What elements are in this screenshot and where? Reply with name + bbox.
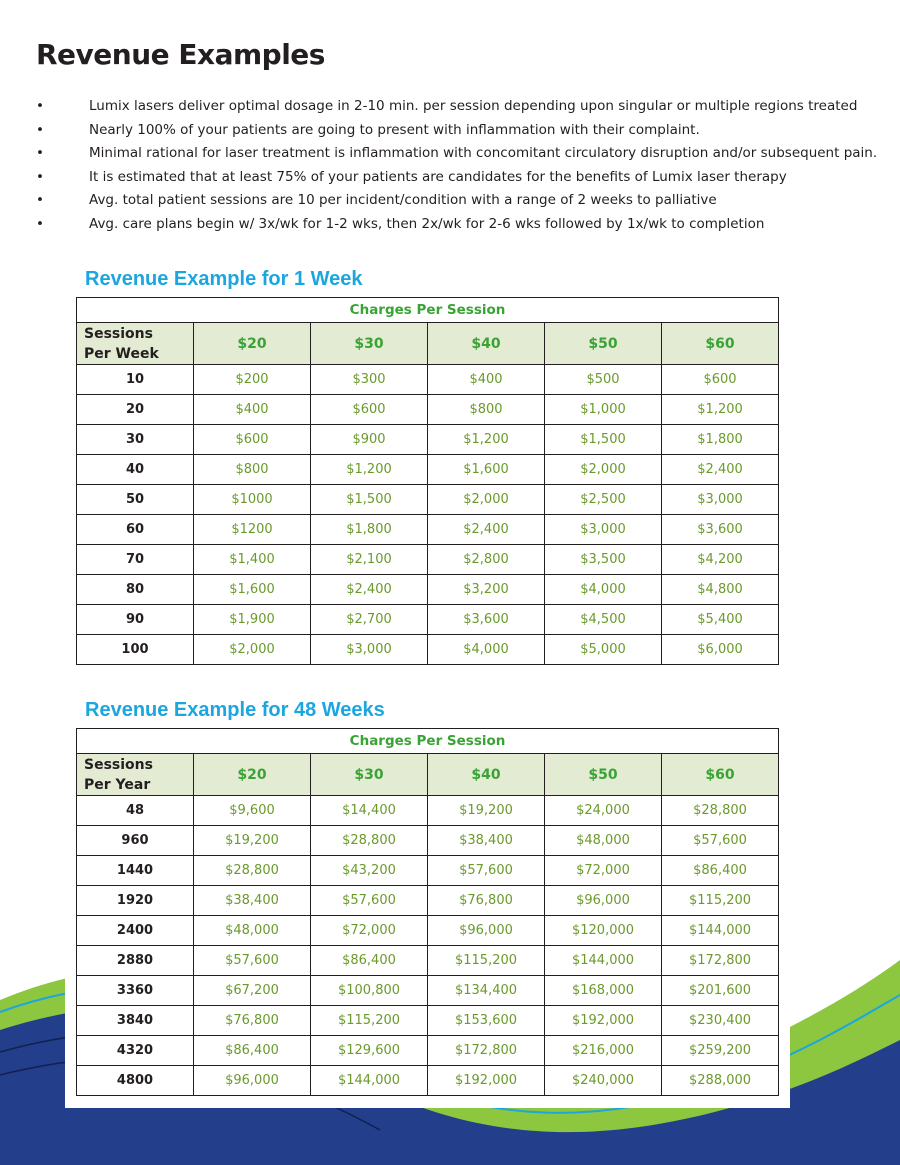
table-row bbox=[77, 1006, 779, 1036]
bullet-item: • Avg. total patient sessions are 10 per incident/condition with a range of 2 weeks to palliative bbox=[36, 189, 877, 213]
corner-line-1: Sessions bbox=[84, 325, 153, 342]
table-cell: $144,000 bbox=[311, 1066, 428, 1096]
table-cell: $57,600 bbox=[194, 946, 311, 976]
table-cell: $192,000 bbox=[545, 1006, 662, 1036]
table-cell: $192,000 bbox=[428, 1066, 545, 1096]
table-caption: Charges Per Session bbox=[77, 729, 779, 754]
table-row bbox=[77, 425, 779, 455]
table-cell: $96,000 bbox=[545, 886, 662, 916]
corner-line-2: Per Year bbox=[84, 776, 151, 793]
table-cell: $800 bbox=[194, 455, 311, 485]
table-cell: $2,000 bbox=[194, 635, 311, 665]
table-cell: $57,600 bbox=[662, 826, 779, 856]
table-cell: $72,000 bbox=[545, 856, 662, 886]
table-cell: $259,200 bbox=[662, 1036, 779, 1066]
row-label: 4320 bbox=[77, 1036, 194, 1066]
table-cell: $86,400 bbox=[662, 856, 779, 886]
column-header: $30 bbox=[311, 754, 428, 796]
table-cell: $38,400 bbox=[428, 826, 545, 856]
table-cell: $1,000 bbox=[545, 395, 662, 425]
table-cell: $28,800 bbox=[194, 856, 311, 886]
table-cell: $129,600 bbox=[311, 1036, 428, 1066]
table-cell: $3,600 bbox=[428, 605, 545, 635]
row-label: 10 bbox=[77, 365, 194, 395]
table-cell: $3,000 bbox=[662, 485, 779, 515]
row-label: 3360 bbox=[77, 976, 194, 1006]
table-cell: $1,500 bbox=[311, 485, 428, 515]
table-cell: $1,200 bbox=[428, 425, 545, 455]
table-cell: $900 bbox=[311, 425, 428, 455]
table-cell: $1000 bbox=[194, 485, 311, 515]
row-label: 1920 bbox=[77, 886, 194, 916]
table-cell: $9,600 bbox=[194, 796, 311, 826]
table-row bbox=[77, 395, 779, 425]
table-cell: $57,600 bbox=[311, 886, 428, 916]
table-cell: $19,200 bbox=[428, 796, 545, 826]
table-cell: $48,000 bbox=[194, 916, 311, 946]
row-label: 2880 bbox=[77, 946, 194, 976]
table-cell: $5,000 bbox=[545, 635, 662, 665]
table-cell: $43,200 bbox=[311, 856, 428, 886]
table-cell: $2,000 bbox=[545, 455, 662, 485]
row-label: 80 bbox=[77, 575, 194, 605]
table-cell: $400 bbox=[194, 395, 311, 425]
row-label: 1440 bbox=[77, 856, 194, 886]
row-label: 70 bbox=[77, 545, 194, 575]
table-row bbox=[77, 916, 779, 946]
table-cell: $172,800 bbox=[662, 946, 779, 976]
column-header: $50 bbox=[545, 754, 662, 796]
row-label: 960 bbox=[77, 826, 194, 856]
year-table-title: Revenue Example for 48 Weeks bbox=[85, 699, 385, 721]
table-cell: $1,800 bbox=[662, 425, 779, 455]
bullet-item: • Avg. care plans begin w/ 3x/wk for 1-2 wks, then 2x/wk for 2-6 wks followed by 1x/wk to completion bbox=[36, 213, 877, 237]
column-header: $40 bbox=[428, 754, 545, 796]
table-cell: $3,200 bbox=[428, 575, 545, 605]
table-cell: $300 bbox=[311, 365, 428, 395]
table-cell: $120,000 bbox=[545, 916, 662, 946]
table-row bbox=[77, 455, 779, 485]
table-cell: $2,700 bbox=[311, 605, 428, 635]
column-header: $60 bbox=[662, 754, 779, 796]
table-cell: $24,000 bbox=[545, 796, 662, 826]
table-cell: $28,800 bbox=[311, 826, 428, 856]
page-title: Revenue Examples bbox=[36, 38, 325, 71]
table-cell: $172,800 bbox=[428, 1036, 545, 1066]
table-cell: $600 bbox=[662, 365, 779, 395]
row-label: 20 bbox=[77, 395, 194, 425]
table-cell: $600 bbox=[311, 395, 428, 425]
bullet-item: • Nearly 100% of your patients are going to present with inflammation with their complaint. bbox=[36, 119, 877, 143]
row-header-label bbox=[77, 323, 194, 365]
table-cell: $3,000 bbox=[311, 635, 428, 665]
table-cell: $67,200 bbox=[194, 976, 311, 1006]
table-cell: $57,600 bbox=[428, 856, 545, 886]
bullet-list bbox=[36, 95, 877, 236]
table-cell: $168,000 bbox=[545, 976, 662, 1006]
table-cell: $28,800 bbox=[662, 796, 779, 826]
table-cell: $201,600 bbox=[662, 976, 779, 1006]
table-cell: $600 bbox=[194, 425, 311, 455]
table-cell: $144,000 bbox=[545, 946, 662, 976]
column-header: $20 bbox=[194, 754, 311, 796]
column-header: $40 bbox=[428, 323, 545, 365]
table-cell: $1,600 bbox=[428, 455, 545, 485]
table-row bbox=[77, 886, 779, 916]
table-cell: $216,000 bbox=[545, 1036, 662, 1066]
table-cell: $1,900 bbox=[194, 605, 311, 635]
table-row bbox=[77, 1066, 779, 1096]
table-cell: $4,000 bbox=[545, 575, 662, 605]
table-cell: $48,000 bbox=[545, 826, 662, 856]
table-cell: $4,500 bbox=[545, 605, 662, 635]
table-row bbox=[77, 635, 779, 665]
table-cell: $1200 bbox=[194, 515, 311, 545]
table-row bbox=[77, 575, 779, 605]
table-cell: $96,000 bbox=[194, 1066, 311, 1096]
table-cell: $400 bbox=[428, 365, 545, 395]
table-cell: $1,200 bbox=[311, 455, 428, 485]
table-cell: $1,800 bbox=[311, 515, 428, 545]
column-header: $20 bbox=[194, 323, 311, 365]
table-cell: $5,400 bbox=[662, 605, 779, 635]
table-cell: $76,800 bbox=[194, 1006, 311, 1036]
column-header: $60 bbox=[662, 323, 779, 365]
table-cell: $134,400 bbox=[428, 976, 545, 1006]
table-cell: $1,200 bbox=[662, 395, 779, 425]
table-cell: $14,400 bbox=[311, 796, 428, 826]
table-row bbox=[77, 485, 779, 515]
column-header: $30 bbox=[311, 323, 428, 365]
table-cell: $144,000 bbox=[662, 916, 779, 946]
week-table-title: Revenue Example for 1 Week bbox=[85, 268, 363, 290]
table-row bbox=[77, 976, 779, 1006]
table-cell: $72,000 bbox=[311, 916, 428, 946]
table-cell: $1,600 bbox=[194, 575, 311, 605]
table-cell: $2,400 bbox=[311, 575, 428, 605]
table-row bbox=[77, 946, 779, 976]
table-cell: $3,500 bbox=[545, 545, 662, 575]
table-cell: $19,200 bbox=[194, 826, 311, 856]
table-cell: $86,400 bbox=[194, 1036, 311, 1066]
table-cell: $96,000 bbox=[428, 916, 545, 946]
table-cell: $2,800 bbox=[428, 545, 545, 575]
table-body bbox=[77, 796, 779, 1096]
table-caption: Charges Per Session bbox=[77, 298, 779, 323]
table-row bbox=[77, 796, 779, 826]
table-cell: $4,200 bbox=[662, 545, 779, 575]
table-cell: $2,000 bbox=[428, 485, 545, 515]
row-label: 4800 bbox=[77, 1066, 194, 1096]
table-row bbox=[77, 545, 779, 575]
table-cell: $100,800 bbox=[311, 976, 428, 1006]
table-cell: $6,000 bbox=[662, 635, 779, 665]
bullet-item: • Lumix lasers deliver optimal dosage in 2-10 min. per session depending upon singular or multiple regions treated bbox=[36, 95, 877, 119]
row-label: 100 bbox=[77, 635, 194, 665]
row-label: 50 bbox=[77, 485, 194, 515]
table-row bbox=[77, 605, 779, 635]
bullet-item: • Minimal rational for laser treatment is inflammation with concomitant circulatory disruption and/or subsequent pain. bbox=[36, 142, 877, 166]
table-cell: $86,400 bbox=[311, 946, 428, 976]
table-cell: $4,000 bbox=[428, 635, 545, 665]
row-label: 90 bbox=[77, 605, 194, 635]
table-cell: $76,800 bbox=[428, 886, 545, 916]
table-cell: $3,600 bbox=[662, 515, 779, 545]
row-label: 2400 bbox=[77, 916, 194, 946]
table-cell: $240,000 bbox=[545, 1066, 662, 1096]
table-cell: $1,500 bbox=[545, 425, 662, 455]
week-revenue-table bbox=[76, 297, 779, 665]
row-label: 40 bbox=[77, 455, 194, 485]
corner-line-1: Sessions bbox=[84, 756, 153, 773]
year-revenue-table bbox=[76, 728, 779, 1096]
table-cell: $500 bbox=[545, 365, 662, 395]
table-cell: $115,200 bbox=[662, 886, 779, 916]
table-cell: $4,800 bbox=[662, 575, 779, 605]
table-cell: $2,400 bbox=[662, 455, 779, 485]
row-header-label bbox=[77, 754, 194, 796]
table-row bbox=[77, 365, 779, 395]
corner-line-2: Per Week bbox=[84, 345, 159, 362]
table-cell: $1,400 bbox=[194, 545, 311, 575]
table-cell: $38,400 bbox=[194, 886, 311, 916]
table-cell: $2,500 bbox=[545, 485, 662, 515]
row-label: 60 bbox=[77, 515, 194, 545]
table-cell: $230,400 bbox=[662, 1006, 779, 1036]
table-cell: $115,200 bbox=[311, 1006, 428, 1036]
row-label: 30 bbox=[77, 425, 194, 455]
table-body bbox=[77, 365, 779, 665]
table-row bbox=[77, 515, 779, 545]
table-cell: $115,200 bbox=[428, 946, 545, 976]
table-cell: $2,400 bbox=[428, 515, 545, 545]
bullet-item: • It is estimated that at least 75% of your patients are candidates for the benefits of Lumix laser therapy bbox=[36, 166, 877, 190]
table-cell: $800 bbox=[428, 395, 545, 425]
table-row bbox=[77, 1036, 779, 1066]
row-label: 3840 bbox=[77, 1006, 194, 1036]
column-header: $50 bbox=[545, 323, 662, 365]
row-label: 48 bbox=[77, 796, 194, 826]
table-cell: $2,100 bbox=[311, 545, 428, 575]
table-row bbox=[77, 826, 779, 856]
table-cell: $153,600 bbox=[428, 1006, 545, 1036]
table-cell: $288,000 bbox=[662, 1066, 779, 1096]
table-cell: $200 bbox=[194, 365, 311, 395]
table-cell: $3,000 bbox=[545, 515, 662, 545]
table-row bbox=[77, 856, 779, 886]
